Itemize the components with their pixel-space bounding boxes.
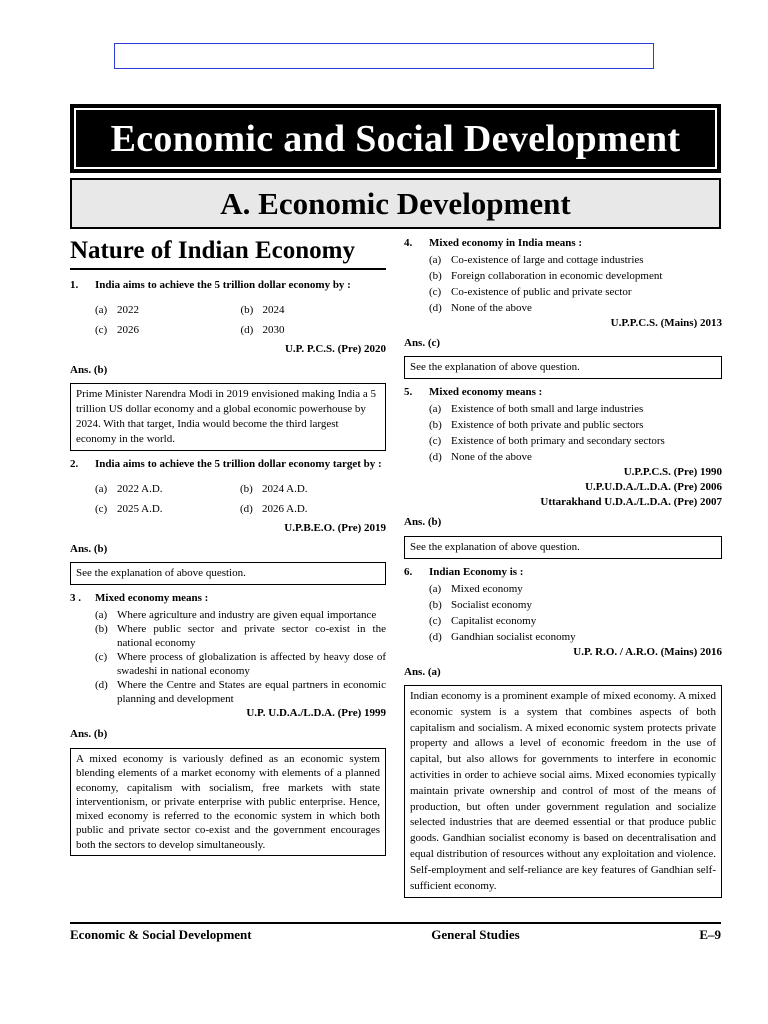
option: (c) Co-existence of public and private sector	[429, 286, 632, 298]
question-source: Uttarakhand U.D.A./L.D.A. (Pre) 2007	[540, 496, 722, 508]
question-6: 6. Indian Economy is :	[404, 566, 524, 578]
question-text: India aims to achieve the 5 trillion dollar economy target by :	[95, 458, 382, 470]
option: (d) 2030	[240, 324, 285, 336]
option: (b) Foreign collaboration in economic development	[429, 270, 663, 282]
option: (c) 2026	[95, 324, 139, 336]
option: (c) 2025 A.D.	[95, 503, 163, 515]
question-1-options	[95, 302, 386, 338]
answer: Ans. (b)	[70, 543, 108, 555]
question-6-options	[429, 581, 722, 645]
header-blank-box	[114, 43, 654, 69]
option: (c) Where process of globalization is affected by heavy dose of swadeshi in national economy	[95, 651, 386, 677]
question-source: U.P.U.D.A./L.D.A. (Pre) 2006	[585, 481, 722, 493]
option: (c) Capitalist economy	[429, 615, 537, 627]
footer-series: General Studies	[431, 927, 520, 942]
question-3-options	[95, 608, 386, 706]
explanation-box: A mixed economy is variously defined as an economic system blending elements of a market economy with elements of a planned economy, capitalism with socialism, free markets with state interventionism, or private enterprise with public enterprise. Hence, mixed economy is referred to the economic system in which both public and private sector co-exist and the government encourages both the sectors to develop simultaneously.	[70, 748, 386, 856]
footer-book-title: Economic & Social Development	[70, 927, 252, 942]
question-4: 4. Mixed economy in India means :	[404, 237, 583, 249]
left-column	[70, 236, 386, 856]
explanation-box: Indian economy is a prominent example of mixed economy. A mixed economic system is a system that combines aspects of both capitalism and socialism. A mixed economic system protects private property and allows a level of economic freedom in the use of capital, but also allows for governments to interfere in economic activities in order to achieve social aims. Mixed economies typically maintain private ownership and control of most of the means of production, but often under government regulation and socialize selected industries that are deemed essential or that produce public goods. Gandhian socialist economy is based on decentralisation and equal distribution of resources without any exploitation and violence. Self-employment and self-reliance are key features of Gandhian self-sufficient economy.	[404, 685, 722, 898]
question-text: Mixed economy means :	[429, 386, 543, 398]
question-2-options	[95, 481, 386, 517]
question-text: Indian Economy is :	[429, 566, 524, 578]
answer: Ans. (b)	[404, 516, 442, 528]
right-column	[404, 236, 722, 898]
question-source: U.P. U.D.A./L.D.A. (Pre) 1999	[246, 707, 386, 719]
explanation-box: See the explanation of above question.	[404, 356, 722, 379]
option: (d) Gandhian socialist economy	[429, 631, 576, 643]
option: (a) Where agriculture and industry are given equal importance	[95, 609, 377, 621]
option: (b) 2024	[240, 304, 285, 316]
option: (b) Existence of both private and public sectors	[429, 419, 644, 431]
main-title: Economic and Social Development	[74, 108, 717, 169]
answer: Ans. (b)	[70, 728, 108, 740]
answer: Ans. (c)	[404, 337, 441, 349]
section-title: A. Economic Development	[70, 178, 721, 229]
option: (d) 2026 A.D.	[240, 503, 308, 515]
question-source: U.P. R.O. / A.R.O. (Mains) 2016	[573, 646, 722, 658]
option: (a) Existence of both small and large industries	[429, 403, 644, 415]
question-source: U.P. P.C.S. (Pre) 2020	[284, 343, 386, 355]
option: (a) 2022 A.D.	[95, 483, 163, 495]
answer: Ans. (b)	[70, 364, 108, 376]
explanation-box: See the explanation of above question.	[404, 536, 722, 559]
question-4-options	[429, 252, 722, 316]
page-number: E–9	[699, 927, 721, 942]
explanation-box: See the explanation of above question.	[70, 562, 386, 585]
question-source: U.P.P.C.S. (Mains) 2013	[610, 317, 722, 329]
answer: Ans. (a)	[404, 666, 441, 678]
question-source: U.P.B.E.O. (Pre) 2019	[284, 522, 386, 534]
option: (a) Co-existence of large and cottage industries	[429, 254, 644, 266]
question-source: U.P.P.C.S. (Pre) 1990	[623, 466, 722, 478]
question-5-options	[429, 401, 722, 465]
option: (b) 2024 A.D.	[240, 483, 308, 495]
question-2: 2. India aims to achieve the 5 trillion dollar economy target by :	[70, 458, 382, 470]
option: (c) Existence of both primary and secondary sectors	[429, 435, 665, 447]
option: (d) Where the Centre and States are equal partners in economic planning and development	[95, 679, 386, 705]
chapter-heading: Nature of Indian Economy	[70, 236, 386, 270]
option: (d) None of the above	[429, 451, 532, 463]
main-title-banner	[70, 104, 721, 173]
option: (b) Where public sector and private sector co-exist in the national economy	[95, 623, 386, 649]
question-text: India aims to achieve the 5 trillion dollar economy by :	[95, 279, 351, 291]
explanation-box: Prime Minister Narendra Modi in 2019 envisioned making India a 5 trillion US dollar economy and a global economic powerhouse by 2024. With that target, India would become the third largest economy in the world.	[70, 383, 386, 451]
option: (a) 2022	[95, 304, 139, 316]
option: (b) Socialist economy	[429, 599, 532, 611]
question-text: Mixed economy in India means :	[429, 237, 583, 249]
page-footer	[70, 922, 721, 943]
question-3: 3 . Mixed economy means :	[70, 592, 209, 604]
option: (a) Mixed economy	[429, 583, 523, 595]
option: (d) None of the above	[429, 302, 532, 314]
question-1: 1. India aims to achieve the 5 trillion dollar economy by :	[70, 279, 351, 291]
question-5: 5. Mixed economy means :	[404, 386, 543, 398]
question-text: Mixed economy means :	[95, 592, 209, 604]
